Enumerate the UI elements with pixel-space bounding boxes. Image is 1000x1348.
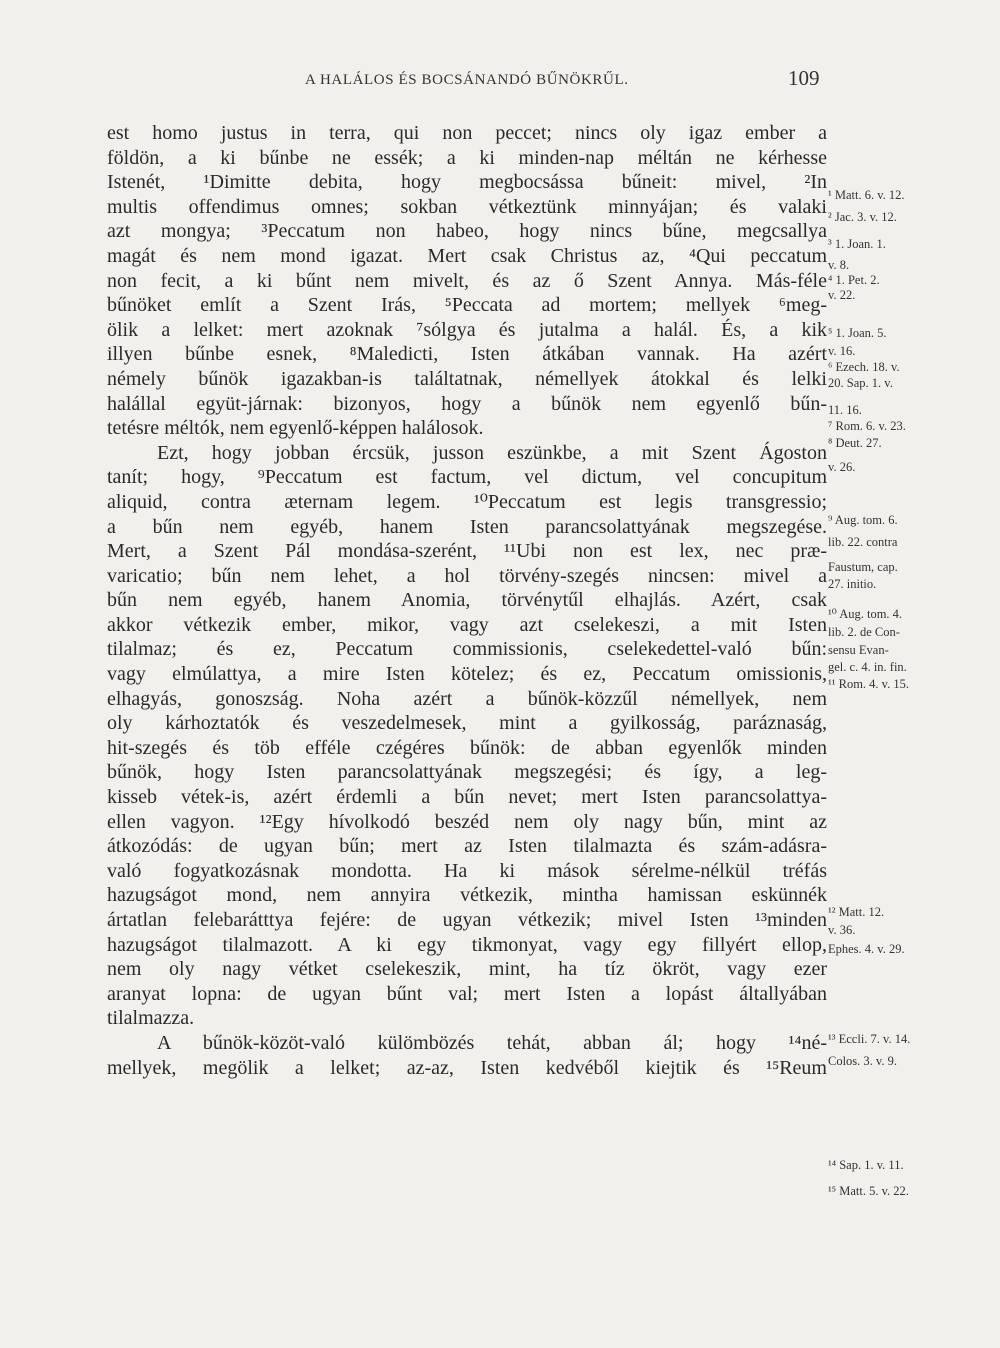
margin-note: v. 36. bbox=[828, 923, 856, 937]
margin-note: ¹ Matt. 6. v. 12. bbox=[828, 188, 905, 202]
text-line: Istenét, ¹Dimitte debita, hogy megbocsássa bűneit: mivel, ²In bbox=[107, 171, 827, 194]
margin-note: ⁶ Ezech. 18. v. bbox=[828, 360, 900, 374]
text-line: tanít; hogy, ⁹Peccatum est factum, vel dictum, vel concupitum bbox=[107, 466, 827, 489]
text-line: elhagyás, gonoszság. Noha azért a bűnök-közzűl némellyek, nem bbox=[107, 687, 827, 710]
margin-note: v. 8. bbox=[828, 258, 850, 272]
text-line: bűnöket említ a Szent Irás, ⁵Peccata ad mortem; mellyek ⁶meg- bbox=[107, 294, 827, 317]
page-header bbox=[0, 66, 1000, 96]
text-line: multis offendimus omnes; sokban vétkeztünk minnyájan; és valaki bbox=[107, 195, 827, 218]
margin-note: ⁷ Rom. 6. v. 23. bbox=[828, 419, 906, 433]
text-line: átkozódás: de ugyan bűn; mert az Isten tilalmazta és szám-adásra- bbox=[107, 835, 827, 858]
text-line: ártatlan felebarátttya fejére: de ugyan vétkezik; mivel Isten ¹³minden bbox=[107, 909, 827, 931]
text-line: vagy elmúlattya, a mire Isten kötelez; és ez, Peccatum omissionis, bbox=[107, 663, 827, 686]
margin-note: lib. 22. contra bbox=[828, 535, 898, 549]
margin-note: ² Jac. 3. v. 12. bbox=[828, 210, 897, 224]
text-line: aranyat lopna: de ugyan bűnt val; mert Isten a lopást általlyában bbox=[107, 982, 827, 1005]
text-line: magát és nem mond igazat. Mert csak Christus az, ⁴Qui peccatum bbox=[107, 244, 827, 267]
margin-note: v. 16. bbox=[828, 344, 856, 358]
margin-note: ⁸ Deut. 27. bbox=[828, 436, 882, 450]
margin-note: 27. initio. bbox=[828, 577, 877, 591]
text-line: Mert, a Szent Pál mondása-szerént, ¹¹Ubi non est lex, nec præ- bbox=[107, 540, 827, 563]
text-line: est homo justus in terra, qui non peccet; nincs oly igaz ember a bbox=[107, 122, 827, 144]
text-line: akkor vétkezik ember, mikor, vagy azt cselekeszi, a mit Isten bbox=[107, 613, 827, 636]
margin-note: ⁴ 1. Pet. 2. bbox=[828, 273, 880, 287]
margin-note: sensu Evan- bbox=[828, 643, 889, 657]
margin-note: ¹⁴ Sap. 1. v. 11. bbox=[828, 1158, 904, 1172]
page-number: 109 bbox=[788, 66, 820, 90]
text-line: azt mongya; ³Peccatum non habeo, hogy nincs bűne, megcsallya bbox=[107, 220, 827, 243]
running-head: A HALÁLOS ÉS BOCSÁNANDÓ BŰNÖKRŰL. bbox=[305, 72, 629, 88]
margin-note: lib. 2. de Con- bbox=[828, 625, 900, 639]
margin-note: gel. c. 4. in. fin. bbox=[828, 660, 907, 674]
text-line: ellen vagyon. ¹²Egy hívolkodó beszéd nem oly nagy bűn, mint az bbox=[107, 810, 827, 833]
text-line: bűnök, hogy Isten parancsolattyának megszegési; és így, a leg- bbox=[107, 761, 827, 784]
margin-note: ⁹ Aug. tom. 6. bbox=[828, 513, 898, 527]
text-line: mellyek, megölik a lelket; az-az, Isten kedvéből kiejtik és ¹⁵Reum bbox=[107, 1056, 827, 1079]
margin-note: Faustum, cap. bbox=[828, 560, 898, 574]
text-line: hit-szegés és töb efféle czégéres bűnök: de abban egyenlők minden bbox=[107, 736, 827, 759]
main-text bbox=[107, 121, 827, 1080]
text-line: bűn nem egyéb, hanem Anomia, törvénytűl elhajlás. Azért, csak bbox=[107, 589, 827, 612]
margin-note: 11. 16. bbox=[828, 403, 862, 417]
margin-note: ³ 1. Joan. 1. bbox=[828, 237, 886, 251]
margin-note: ⁵ 1. Joan. 5. bbox=[828, 326, 887, 340]
margin-note: 20. Sap. 1. v. bbox=[828, 376, 893, 390]
text-line: tilalmazza. bbox=[107, 1007, 195, 1030]
margin-note: v. 22. bbox=[828, 288, 856, 302]
margin-note: ¹³ Eccli. 7. v. 14. bbox=[828, 1032, 911, 1046]
text-line: némely bűnök igazakban-is találtatnak, némellyek átokkal és lelki bbox=[107, 367, 827, 390]
text-line: földön, a ki bűnbe ne essék; a ki minden-nap méltán ne kérhesse bbox=[107, 146, 827, 169]
paragraph-start-line: Ezt, hogy jobban ércsük, jusson eszünkbe, a mit Szent Ágoston bbox=[157, 441, 827, 464]
text-line: hazugságot tilalmazott. A ki egy tikmonyat, vagy egy fillyért ellop, bbox=[107, 933, 827, 956]
text-line: tilalmaz; és ez, Peccatum commissionis, cselekedettel-való bűn: bbox=[107, 638, 827, 661]
text-line: való fogyatkozásnak mondotta. Ha ki mások sérelme-nélkül tréfás bbox=[107, 859, 827, 882]
margin-note: ¹⁰ Aug. tom. 4. bbox=[828, 607, 903, 621]
text-line: varicatio; bűn nem lehet, a hol törvény-szegés nincsen: mivel a bbox=[107, 564, 827, 587]
paragraph-start-line: A bűnök-közöt-való külömbözés tehát, abban ál; hogy ¹⁴né- bbox=[157, 1031, 827, 1054]
text-line: hazugságot mond, nem annyira vétkezik, mintha hamissan eskünnék bbox=[107, 884, 827, 907]
margin-note: ¹¹ Rom. 4. v. 15. bbox=[828, 677, 909, 691]
text-line: kisseb vétek-is, azért érdemli a bűn nevet; mert Isten parancsolattya- bbox=[107, 786, 827, 809]
margin-note: ¹² Matt. 12. bbox=[828, 905, 885, 919]
margin-note: v. 26. bbox=[828, 460, 856, 474]
text-line: a bűn nem egyéb, hanem Isten parancsolattyának megszegése. bbox=[107, 515, 827, 538]
text-line: halállal együt-járnak: bizonyos, hogy a bűnök nem egyenlő bűn- bbox=[107, 392, 827, 415]
text-line: nem oly nagy vétket cselekeszik, mint, ha tíz ökröt, vagy ezer bbox=[107, 958, 827, 981]
margin-note: ¹⁵ Matt. 5. v. 22. bbox=[828, 1184, 909, 1198]
text-line: non fecit, a ki bűnt nem mivelt, és az ő Szent Annya. Más-féle bbox=[107, 269, 827, 292]
text-line: ölik a lelket: mert azoknak ⁷sólgya és jutalma a halál. És, a kik bbox=[107, 318, 827, 341]
margin-note: Colos. 3. v. 9. bbox=[828, 1054, 897, 1068]
margin-note: Ephes. 4. v. 29. bbox=[828, 942, 905, 956]
text-line: aliquid, contra æternam legem. ¹⁰Peccatum est legis transgressio; bbox=[107, 490, 827, 513]
text-line: oly kárhoztatók és veszedelmesek, mint a gyilkosság, paráznaság, bbox=[107, 712, 827, 735]
text-line: tetésre méltók, nem egyenlő-képpen halálosok. bbox=[107, 417, 484, 440]
text-line: illyen bűnbe esnek, ⁸Maledicti, Isten átkában vannak. Ha azért bbox=[107, 343, 827, 366]
